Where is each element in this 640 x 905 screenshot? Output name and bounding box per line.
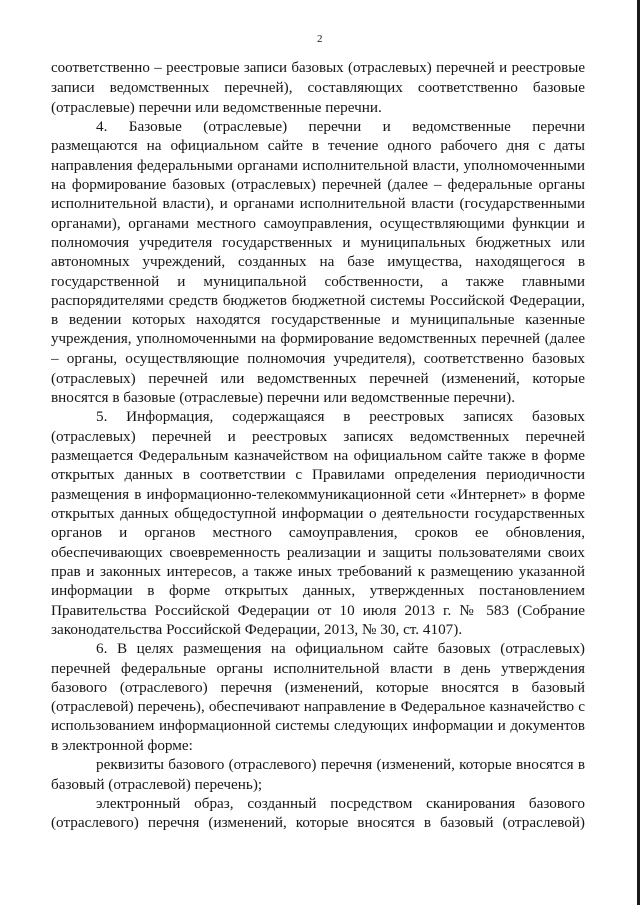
text-line: Правительства Российской Федерации от 10 июля 2013 г. № 583 (Собрание (51, 601, 585, 619)
text-line: базовый (отраслевой) перечень); (51, 775, 263, 793)
page-number: 2 (317, 33, 323, 45)
text-line: (отраслевых) перечней и реестровых записях ведомственных перечней (51, 427, 585, 445)
text-line: перечней федеральные органы исполнительной власти в день утверждения (51, 659, 585, 677)
text-line: вносятся в базовые (отраслевые) перечни или ведомственные перечни). (51, 388, 516, 406)
text-line: 6. В целях размещения на официальном сайте базовых (отраслевых) (96, 640, 585, 658)
text-line: соответственно – реестровые записи базовых (отраслевых) перечней и реестровые (51, 60, 585, 76)
text-line: (отраслевого) перечня (изменений, которые вносятся в базовый (отраслевой) (51, 814, 585, 832)
text-line: электронный образ, созданный посредством сканирования базового (96, 795, 585, 813)
text-line: в ведении которых находятся государственные и муниципальные казенные (51, 311, 585, 329)
text-line: направления федеральными органами исполнительной власти, уполномоченными (51, 156, 585, 174)
text-line: размещения в информационно-телекоммуникационной сети «Интернет» в форме (51, 485, 585, 503)
text-line: (отраслевой) перечень), обеспечивают направление в Федеральное казначейство с (51, 698, 585, 716)
text-line: на формирование базовых (отраслевых) перечней (далее – федеральные органы (51, 176, 585, 194)
text-line: прав и законных интересов, а также иных требований к размещению указанной (51, 562, 585, 580)
text-line: распорядителями средств бюджетов бюджетной системы Российской Федерации, (51, 292, 585, 310)
text-line: реквизиты базового (отраслевого) перечня (изменений, которые вносятся в (96, 756, 585, 774)
text-line: полномочия учредителя государственных и муниципальных бюджетных или (51, 234, 585, 252)
text-line: органами), органами местного самоуправления, осуществляющими функции и (51, 214, 585, 232)
text-line: записи ведомственных перечней), составляющих соответственно базовые (51, 79, 585, 97)
text-line: информации в форме открытых данных, утвержденных постановлением (51, 582, 585, 600)
text-line: 5. Информация, содержащаяся в реестровых записях базовых (96, 408, 585, 426)
text-line: базового (отраслевого) перечня (изменений, которые вносятся в базовый (51, 679, 585, 696)
text-line: государственной и муниципальной собственности, а также главными (51, 272, 585, 290)
text-line: (отраслевые) перечни или ведомственные перечни. (51, 98, 382, 116)
text-line: (отраслевых) перечней или ведомственных перечней (изменений, которые (51, 369, 585, 387)
text-line: законодательства Российской Федерации, 2013, № 30, ст. 4107). (51, 620, 463, 638)
text-line: органов и органов местного самоуправления, сроков ее обновления, (51, 524, 585, 542)
text-line: исполнительной власти), и органами исполнительной власти (государственными (51, 195, 585, 213)
text-line: открытых данных в соответствии с Правилами определения периодичности (51, 466, 585, 484)
text-line: размещается Федеральным казначейством на официальном сайте также в форме (51, 446, 585, 464)
document-body (51, 59, 585, 833)
text-line: в электронной форме: (51, 737, 193, 755)
text-line: размещаются на официальном сайте в течение одного рабочего дня с даты (51, 137, 585, 155)
text-line: обеспечивающих своевременность реализации и защиты пользователями своих (51, 543, 585, 561)
text-line: открытых данных общедоступной информации о деятельности государственных (51, 504, 585, 522)
text-line: автономных учреждений, созданных на базе имущества, находящегося в (51, 253, 585, 271)
text-line: – органы, осуществляющие полномочия учредителя), соответственно базовых (51, 350, 585, 368)
text-line: 4. Базовые (отраслевые) перечни и ведомственные перечни (96, 118, 585, 136)
text-line: использованием информационной системы следующих информации и документов (51, 717, 585, 734)
text-line: учреждения, уполномоченными на формирование ведомственных перечней (далее (51, 330, 585, 347)
